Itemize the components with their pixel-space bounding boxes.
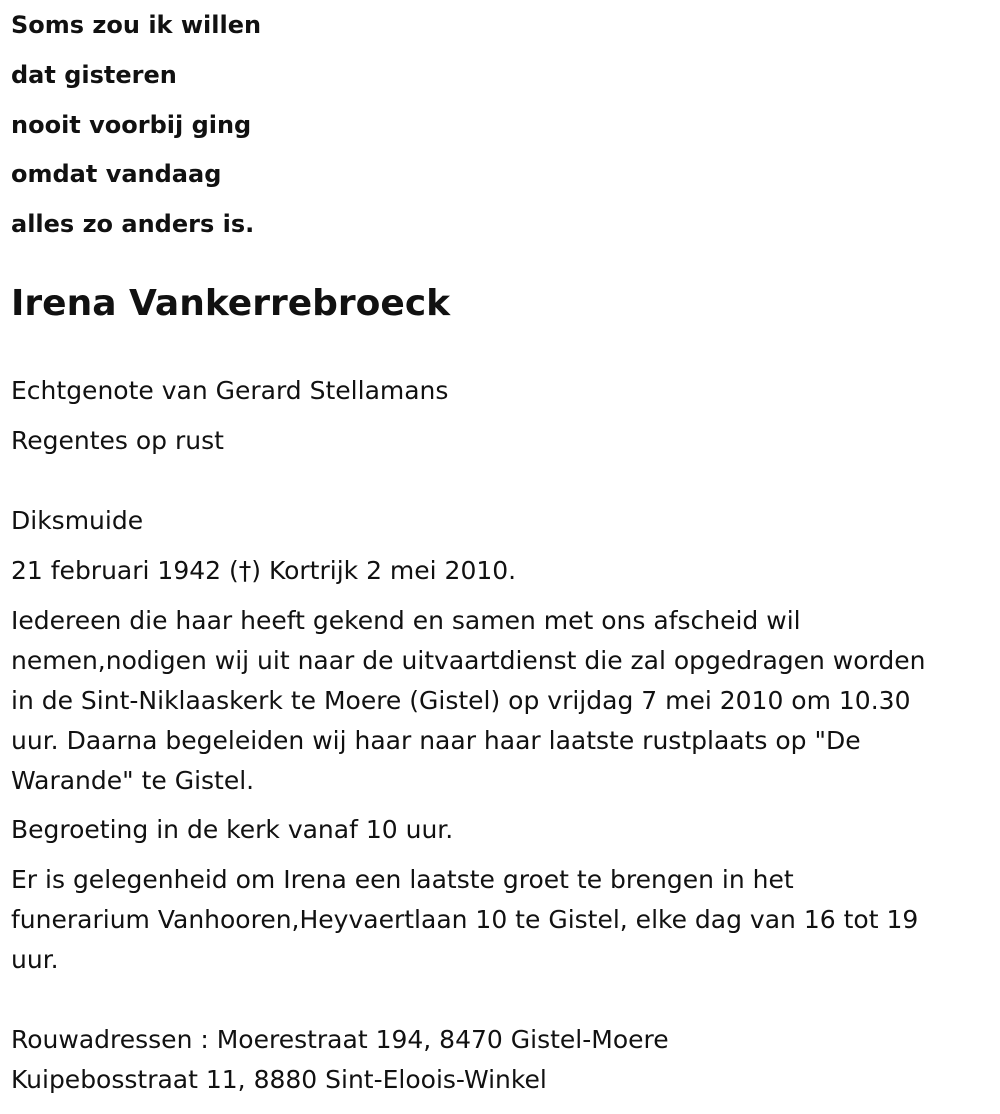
viewing-paragraph <box>11 860 991 980</box>
poem-line-4: omdat vandaag <box>11 160 222 188</box>
birth-place: Diksmuide <box>11 506 144 535</box>
invitation-paragraph <box>11 601 991 801</box>
poem-line-1: Soms zou ik willen <box>11 11 262 39</box>
invitation-line-2: nemen,nodigen wij uit naar de uitvaartdienst die zal opgedragen worden <box>11 646 926 675</box>
greeting-line: Begroeting in de kerk vanaf 10 uur. <box>11 815 454 844</box>
dates-line: 21 februari 1942 (†) Kortrijk 2 mei 2010. <box>11 556 517 585</box>
viewing-line-3: uur. <box>11 945 59 974</box>
invitation-line-3: in de Sint-Niklaaskerk te Moere (Gistel) op vrijdag 7 mei 2010 om 10.30 <box>11 686 911 715</box>
invitation-line-1: Iedereen die haar heeft gekend en samen met ons afscheid wil <box>11 606 801 635</box>
viewing-line-1: Er is gelegenheid om Irena een laatste groet te brengen in het <box>11 865 794 894</box>
address-line-1: Rouwadressen : Moerestraat 194, 8470 Gistel-Moere <box>11 1025 669 1054</box>
poem-line-3: nooit voorbij ging <box>11 111 252 139</box>
deceased-name: Irena Vankerrebroeck <box>11 283 451 324</box>
spouse-line: Echtgenote van Gerard Stellamans <box>11 376 449 405</box>
poem-line-5: alles zo anders is. <box>11 210 255 238</box>
poem-line-2: dat gisteren <box>11 61 177 89</box>
address-line-2: Kuipebosstraat 11, 8880 Sint-Eloois-Winkel <box>11 1065 547 1094</box>
occupation-line: Regentes op rust <box>11 426 224 455</box>
invitation-line-5: Warande" te Gistel. <box>11 766 255 795</box>
invitation-line-4: uur. Daarna begeleiden wij haar naar haar laatste rustplaats op "De <box>11 726 861 755</box>
viewing-line-2: funerarium Vanhooren,Heyvaertlaan 10 te Gistel, elke dag van 16 tot 19 <box>11 905 919 934</box>
